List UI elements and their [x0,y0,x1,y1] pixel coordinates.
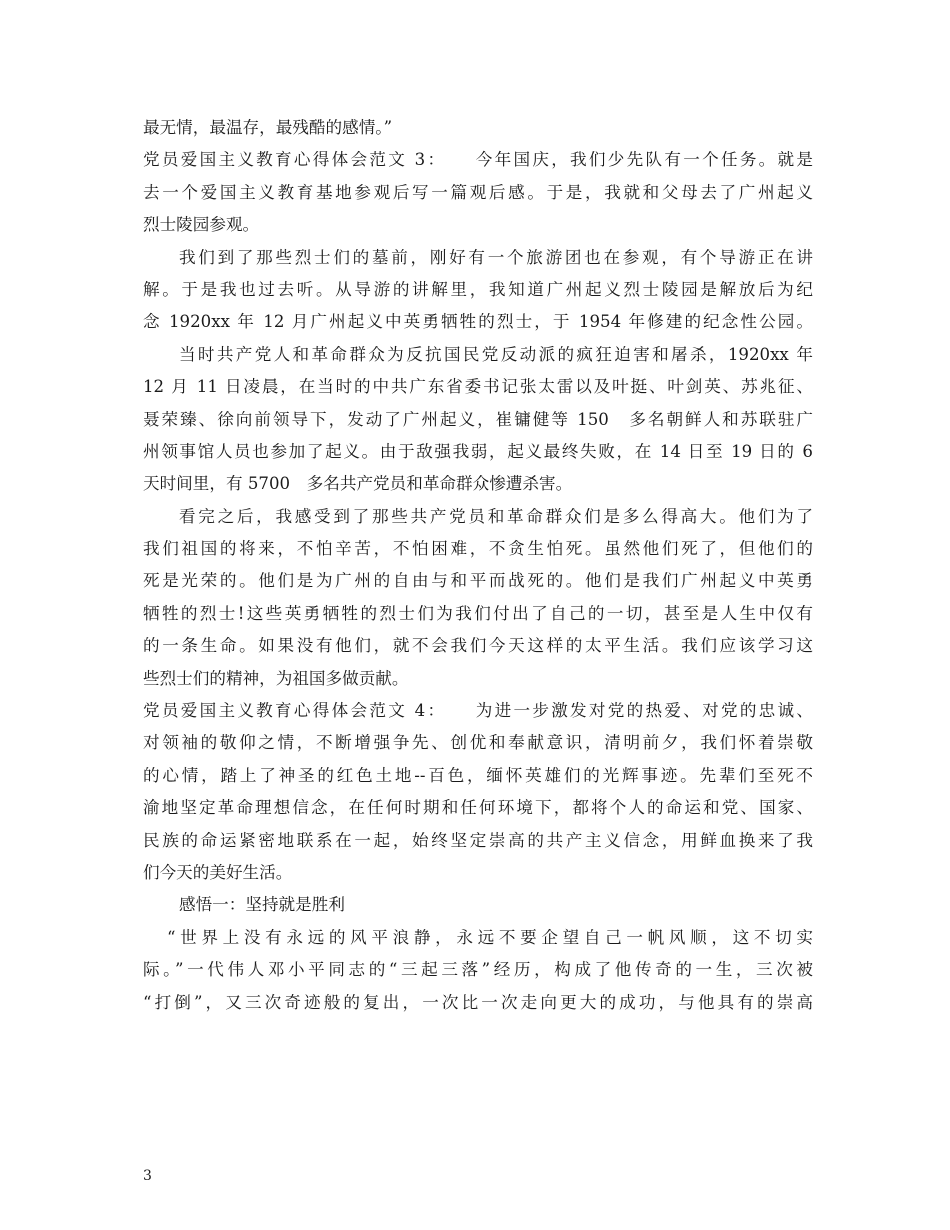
text-line: 渝地坚定革命理想信念，在任何时期和任何环境下，都将个人的命运和党、国家、 [143,798,813,818]
text-line: 聂荣臻、徐向前领导下，发动了广州起义，崔镛健等 150 多名朝鲜人和苏联驻广 [143,409,813,429]
text-line: 烈士陵园参观。 [143,215,260,235]
text-line: 看完之后，我感受到了那些共产党员和革命群众们是多么得高大。他们为了 [179,506,813,526]
page-number: 3 [143,1168,152,1184]
text-line: 天时间里，有 5700 多名共产党员和革命群众惨遭杀害。 [143,474,573,494]
text-line: 我们到了那些烈士们的墓前，刚好有一个旅游团也在参观，有个导游正在讲 [179,247,813,267]
text-line: 党员爱国主义教育心得体会范文 4： 为进一步激发对党的热爱、对党的忠诚、 [143,701,813,721]
text-line: 民族的命运紧密地联系在一起，始终坚定崇高的共产主义信念，用鲜血换来了我 [143,830,813,850]
text-line: 们今天的美好生活。 [143,862,293,882]
text-line: 当时共产党人和革命群众为反抗国民党反动派的疯狂迫害和屠杀，1920xx 年 [179,344,813,364]
text-line: 际。”一代伟人邓小平同志的“三起三落”经历，构成了他传奇的一生，三次被 [143,960,813,980]
text-line: 我们祖国的将来，不怕辛苦，不怕困难，不贪生怕死。虽然他们死了，但他们的 [143,539,813,559]
section-heading: 感悟一：坚持就是胜利 [179,895,345,915]
text-line: 对领袖的敬仰之情，不断增强争先、创优和奉献意识，清明前夕，我们怀着崇敬 [143,733,813,753]
text-line: 牺牲的烈士!这些英勇牺牲的烈士们为我们付出了自己的一切，甚至是人生中仅有 [143,603,813,623]
text-line: 些烈士们的精神，为祖国多做贡献。 [143,668,409,688]
text-line: 念 1920xx 年 12 月广州起义中英勇牺牲的烈士，于 1954 年修建的纪念性公园。 [143,312,813,332]
text-line: 去一个爱国主义教育基地参观后写一篇观后感。于是，我就和父母去了广州起义 [143,182,813,202]
text-line: 州领事馆人员也参加了起义。由于敌强我弱，起义最终失败，在 14 日至 19 日的 6 [143,441,813,461]
text-line: 的一条生命。如果没有他们，就不会我们今天这样的太平生活。我们应该学习这 [143,636,813,656]
text-line: 12 月 11 日凌晨，在当时的中共广东省委书记张太雷以及叶挺、叶剑英、苏兆征、 [143,377,813,397]
text-line: 解。于是我也过去听。从导游的讲解里，我知道广州起义烈士陵园是解放后为纪 [143,279,813,299]
document-body [143,112,813,1019]
text-line: “打倒”，又三次奇迹般的复出，一次比一次走向更大的成功，与他具有的崇高 [143,992,813,1012]
text-line: 死是光荣的。他们是为广州的自由与和平而战死的。他们是我们广州起义中英勇 [143,571,813,591]
text-line: 最无情，最温存，最残酷的感情。” [143,118,393,137]
text-line: 党员爱国主义教育心得体会范文 3： 今年国庆，我们少先队有一个任务。就是 [143,150,813,170]
text-line: “世界上没有永远的风平浪静，永远不要企望自己一帆风顺，这不切实 [167,927,813,947]
text-line: 的心情，踏上了神圣的红色土地--百色，缅怀英雄们的光辉事迹。先辈们至死不 [143,765,813,785]
